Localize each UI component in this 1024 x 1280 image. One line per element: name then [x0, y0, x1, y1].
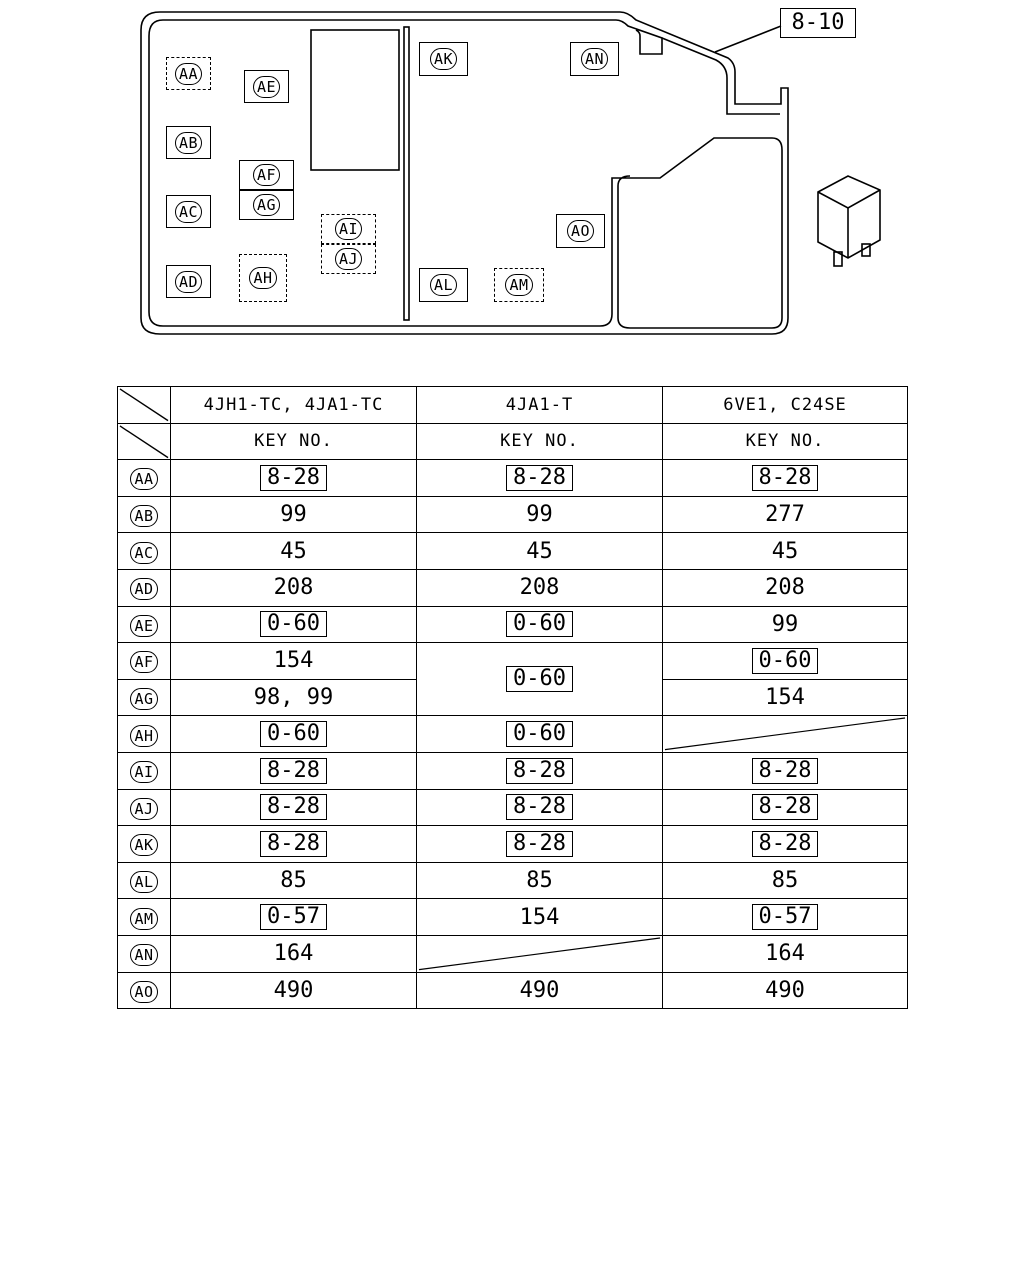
key-ref-box: 8-28 — [752, 758, 819, 784]
key-cell — [417, 752, 663, 789]
key-value: 99 — [526, 502, 553, 528]
column-header: 6VE1, C24SE — [663, 387, 908, 424]
key-value: 490 — [273, 977, 314, 1003]
position-code: AE — [253, 76, 280, 98]
row-code-cell — [118, 496, 171, 533]
key-cell — [663, 606, 908, 643]
row-code: AL — [130, 871, 157, 893]
key-cell — [171, 789, 417, 826]
key-cell — [417, 972, 663, 1009]
key-ref-box: 8-28 — [260, 465, 327, 491]
callout-leader — [715, 26, 781, 52]
position-code: AO — [567, 220, 594, 242]
key-cell — [663, 972, 908, 1009]
key-cell — [171, 935, 417, 972]
key-value: 45 — [280, 538, 307, 564]
key-ref-box: 8-28 — [752, 465, 819, 491]
row-code: AJ — [130, 798, 157, 820]
key-cell — [663, 569, 908, 606]
position-code: AN — [581, 48, 608, 70]
key-cell — [663, 899, 908, 936]
key-cell — [663, 935, 908, 972]
key-cell — [171, 826, 417, 863]
key-cell — [417, 643, 663, 716]
row-code: AN — [130, 944, 157, 966]
row-code-cell — [118, 972, 171, 1009]
table-row — [118, 789, 908, 826]
position-marker-ak — [419, 42, 468, 76]
callout-ref-text: 8-10 — [791, 10, 845, 35]
key-cell — [171, 496, 417, 533]
key-value: 154 — [765, 685, 805, 711]
key-ref-box: 8-28 — [752, 794, 819, 820]
table-row — [118, 752, 908, 789]
position-code: AB — [175, 132, 202, 154]
position-marker-am — [494, 268, 544, 302]
key-cell — [171, 716, 417, 753]
table-row — [118, 569, 908, 606]
key-cell — [171, 569, 417, 606]
table-row — [118, 496, 908, 533]
row-code-cell — [118, 862, 171, 899]
key-cell — [171, 862, 417, 899]
row-code-cell — [118, 460, 171, 497]
key-ref-box: 8-28 — [506, 831, 573, 857]
table-row — [118, 460, 908, 497]
key-cell — [171, 899, 417, 936]
key-cell — [663, 789, 908, 826]
key-cell — [171, 643, 417, 680]
key-cell — [417, 716, 663, 753]
row-code-cell — [118, 716, 171, 753]
key-value: 45 — [771, 538, 799, 564]
row-code: AA — [130, 468, 157, 490]
row-code: AE — [130, 615, 157, 637]
position-code: AM — [505, 274, 532, 296]
key-value: 490 — [765, 977, 805, 1003]
table-row — [118, 935, 908, 972]
key-cell — [171, 460, 417, 497]
table-row — [118, 862, 908, 899]
row-code-cell — [118, 752, 171, 789]
key-cell — [171, 533, 417, 570]
corner-cell — [118, 387, 171, 424]
key-cell — [171, 972, 417, 1009]
key-cell — [417, 533, 663, 570]
position-marker-ad — [166, 265, 211, 298]
key-cell — [663, 460, 908, 497]
table-body — [118, 387, 908, 1009]
key-cell — [663, 752, 908, 789]
key-ref-box: 8-28 — [506, 465, 573, 491]
key-cell — [171, 606, 417, 643]
position-code: AC — [175, 201, 202, 223]
key-cell — [417, 862, 663, 899]
key-value: 164 — [273, 941, 314, 967]
key-value: 99 — [771, 611, 799, 637]
relay-icon — [818, 176, 880, 266]
row-code-cell — [118, 899, 171, 936]
key-cell — [417, 496, 663, 533]
key-value: 277 — [765, 502, 805, 528]
callout-ref-box — [780, 8, 856, 38]
key-value: 490 — [519, 977, 560, 1003]
key-ref-box: 8-28 — [260, 794, 327, 820]
table-row — [118, 716, 908, 753]
row-code-cell — [118, 643, 171, 680]
position-code: AJ — [335, 248, 362, 270]
table-row — [118, 826, 908, 863]
row-code: AB — [130, 505, 157, 527]
column-header: 4JH1-TC, 4JA1-TC — [171, 387, 417, 424]
row-code: AO — [130, 981, 157, 1003]
key-cell — [663, 643, 908, 680]
table-subheader-row — [118, 423, 908, 460]
row-code-cell — [118, 533, 171, 570]
key-value: 208 — [273, 575, 314, 601]
table-row — [118, 643, 908, 680]
key-cell — [663, 496, 908, 533]
position-code: AD — [175, 271, 202, 293]
key-value: 98, 99 — [253, 685, 334, 711]
row-code-cell — [118, 679, 171, 716]
key-ref-box: 0-60 — [752, 648, 819, 674]
key-number-table — [117, 386, 908, 1009]
position-marker-ag — [239, 190, 294, 220]
position-marker-ai — [321, 214, 376, 244]
key-cell — [171, 752, 417, 789]
position-marker-ao — [556, 214, 605, 248]
row-code: AI — [130, 761, 157, 783]
position-marker-af — [239, 160, 294, 190]
position-marker-ae — [244, 70, 289, 103]
row-code: AC — [130, 542, 157, 564]
key-ref-box: 8-28 — [260, 831, 327, 857]
key-cell — [663, 533, 908, 570]
key-ref-box: 8-28 — [506, 794, 573, 820]
row-code-cell — [118, 789, 171, 826]
row-code-cell — [118, 935, 171, 972]
key-cell — [663, 862, 908, 899]
key-ref-box: 8-28 — [752, 831, 819, 857]
key-cell — [417, 899, 663, 936]
key-cell — [417, 606, 663, 643]
table-row — [118, 533, 908, 570]
position-marker-aj — [321, 244, 376, 274]
column-header: 4JA1-T — [417, 387, 663, 424]
key-value: 164 — [765, 941, 805, 967]
column-subheader: KEY NO. — [171, 423, 417, 460]
column-subheader: KEY NO. — [663, 423, 908, 460]
position-code: AF — [253, 164, 280, 186]
table-row — [118, 972, 908, 1009]
position-code: AG — [253, 194, 280, 216]
key-ref-box: 0-60 — [260, 721, 327, 747]
key-ref-box: 0-60 — [506, 666, 573, 692]
position-code: AH — [249, 267, 276, 289]
corner-cell — [118, 423, 171, 460]
key-ref-box: 0-57 — [752, 904, 819, 930]
key-cell — [663, 679, 908, 716]
key-cell — [417, 460, 663, 497]
position-marker-ah — [239, 254, 287, 302]
fuse-box-diagram — [0, 0, 1024, 370]
row-code-cell — [118, 826, 171, 863]
position-marker-ac — [166, 195, 211, 228]
key-cell — [417, 826, 663, 863]
key-cell — [663, 826, 908, 863]
key-value: 45 — [526, 538, 553, 564]
key-ref-box: 8-28 — [260, 758, 327, 784]
relay-block — [311, 30, 399, 170]
position-marker-al — [419, 268, 468, 302]
position-marker-an — [570, 42, 619, 76]
key-value: 85 — [526, 868, 553, 894]
key-value: 208 — [765, 575, 805, 601]
position-code: AI — [335, 218, 362, 240]
table-row — [118, 899, 908, 936]
not-applicable-cell — [663, 716, 908, 753]
table-header-row — [118, 387, 908, 424]
key-ref-box: 0-60 — [506, 721, 573, 747]
key-value: 154 — [519, 904, 560, 930]
key-ref-box: 0-60 — [260, 611, 327, 637]
key-cell — [171, 679, 417, 716]
key-value: 85 — [771, 868, 799, 894]
key-cell — [417, 789, 663, 826]
key-value: 99 — [280, 502, 307, 528]
key-ref-box: 0-60 — [506, 611, 573, 637]
position-code: AK — [430, 48, 457, 70]
divider-bar — [404, 27, 409, 320]
column-subheader: KEY NO. — [417, 423, 663, 460]
key-cell — [417, 569, 663, 606]
key-value: 154 — [273, 648, 314, 674]
key-value: 208 — [519, 575, 560, 601]
row-code-cell — [118, 569, 171, 606]
not-applicable-cell — [417, 935, 663, 972]
row-code: AK — [130, 834, 157, 856]
row-code: AG — [130, 688, 157, 710]
position-marker-aa — [166, 57, 211, 90]
position-code: AA — [175, 63, 202, 85]
position-marker-ab — [166, 126, 211, 159]
row-code: AM — [130, 908, 157, 930]
key-ref-box: 0-57 — [260, 904, 327, 930]
row-code-cell — [118, 606, 171, 643]
row-code: AH — [130, 725, 157, 747]
row-code: AF — [130, 651, 157, 673]
key-value: 85 — [280, 868, 307, 894]
row-code: AD — [130, 578, 157, 600]
key-ref-box: 8-28 — [506, 758, 573, 784]
table-row — [118, 606, 908, 643]
position-code: AL — [430, 274, 457, 296]
